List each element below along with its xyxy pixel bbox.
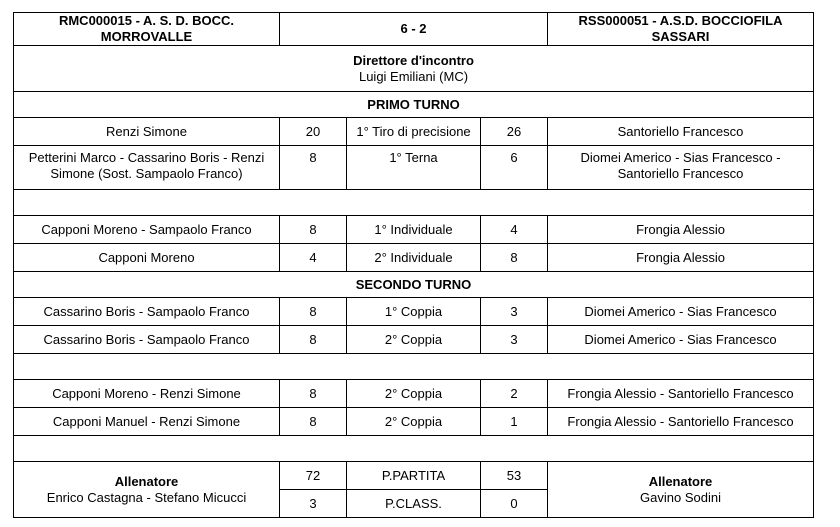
event-name: 1° Coppia <box>347 298 481 326</box>
event-name: 1° Terna <box>347 146 481 190</box>
away-team-name: RSS000051 - A.S.D. BOCCIOFILA SASSARI <box>548 13 814 46</box>
away-partita-points: 53 <box>481 462 548 490</box>
home-players: Petterini Marco - Cassarino Boris - Renzi Simone (Sost. Sampaolo Franco) <box>14 146 280 190</box>
away-score: 6 <box>481 146 548 190</box>
partita-label: P.PARTITA <box>347 462 481 490</box>
home-score: 8 <box>280 216 347 244</box>
table-row <box>14 326 814 354</box>
table-row <box>14 380 814 408</box>
away-players: Diomei Americo - Sias Francesco <box>548 326 814 354</box>
home-coach-cell <box>14 462 280 518</box>
class-label: P.CLASS. <box>347 490 481 518</box>
section-header-secondo <box>14 272 814 298</box>
spacer-row <box>14 436 814 462</box>
home-partita-points: 72 <box>280 462 347 490</box>
spacer-row <box>14 354 814 380</box>
away-score: 26 <box>481 118 548 146</box>
home-players: Capponi Manuel - Renzi Simone <box>14 408 280 436</box>
home-players: Renzi Simone <box>14 118 280 146</box>
header-row <box>14 13 814 46</box>
match-table <box>13 12 814 518</box>
home-players: Cassarino Boris - Sampaolo Franco <box>14 298 280 326</box>
home-score: 4 <box>280 244 347 272</box>
away-score: 4 <box>481 216 548 244</box>
match-score: 6 - 2 <box>280 13 548 46</box>
section-header-primo <box>14 92 814 118</box>
primo-turno-title: PRIMO TURNO <box>14 92 814 118</box>
event-name: 2° Individuale <box>347 244 481 272</box>
table-row <box>14 298 814 326</box>
away-coach-name: Gavino Sodini <box>640 489 721 505</box>
home-coach-name: Enrico Castagna - Stefano Micucci <box>46 489 247 505</box>
away-score: 3 <box>481 298 548 326</box>
away-score: 8 <box>481 244 548 272</box>
home-players: Capponi Moreno - Renzi Simone <box>14 380 280 408</box>
table-row <box>14 118 814 146</box>
away-players: Frongia Alessio <box>548 216 814 244</box>
spacer-cell <box>14 354 814 380</box>
spacer-cell <box>14 190 814 216</box>
event-name: 2° Coppia <box>347 408 481 436</box>
away-players: Frongia Alessio <box>548 244 814 272</box>
away-players: Santoriello Francesco <box>548 118 814 146</box>
secondo-turno-title: SECONDO TURNO <box>14 272 814 298</box>
director-row <box>14 46 814 92</box>
home-players: Capponi Moreno - Sampaolo Franco <box>14 216 280 244</box>
match-report <box>13 12 813 518</box>
away-score: 2 <box>481 380 548 408</box>
away-players: Diomei Americo - Sias Francesco <box>548 298 814 326</box>
table-row <box>14 244 814 272</box>
away-players: Frongia Alessio - Santoriello Francesco <box>548 408 814 436</box>
home-score: 8 <box>280 298 347 326</box>
home-score: 8 <box>280 408 347 436</box>
table-row <box>14 216 814 244</box>
home-team-name: RMC000015 - A. S. D. BOCC. MORROVALLE <box>14 13 280 46</box>
director-cell <box>14 46 814 92</box>
home-score: 20 <box>280 118 347 146</box>
event-name: 1° Individuale <box>347 216 481 244</box>
spacer-row <box>14 190 814 216</box>
director-name: Luigi Emiliani (MC) <box>358 68 469 84</box>
away-players: Frongia Alessio - Santoriello Francesco <box>548 380 814 408</box>
event-name: 2° Coppia <box>347 326 481 354</box>
away-coach-label: Allenatore <box>648 473 713 489</box>
spacer-cell <box>14 436 814 462</box>
table-row <box>14 146 814 190</box>
home-players: Capponi Moreno <box>14 244 280 272</box>
event-name: 2° Coppia <box>347 380 481 408</box>
home-class-points: 3 <box>280 490 347 518</box>
away-players: Diomei Americo - Sias Francesco - Santoriello Francesco <box>548 146 814 190</box>
home-players: Cassarino Boris - Sampaolo Franco <box>14 326 280 354</box>
event-name: 1° Tiro di precisione <box>347 118 481 146</box>
table-row <box>14 408 814 436</box>
home-score: 8 <box>280 326 347 354</box>
home-coach-label: Allenatore <box>114 473 179 489</box>
footer-row-partita <box>14 462 814 490</box>
home-score: 8 <box>280 380 347 408</box>
home-score: 8 <box>280 146 347 190</box>
away-score: 1 <box>481 408 548 436</box>
away-class-points: 0 <box>481 490 548 518</box>
away-score: 3 <box>481 326 548 354</box>
director-label: Direttore d'incontro <box>353 52 474 68</box>
away-coach-cell <box>548 462 814 518</box>
